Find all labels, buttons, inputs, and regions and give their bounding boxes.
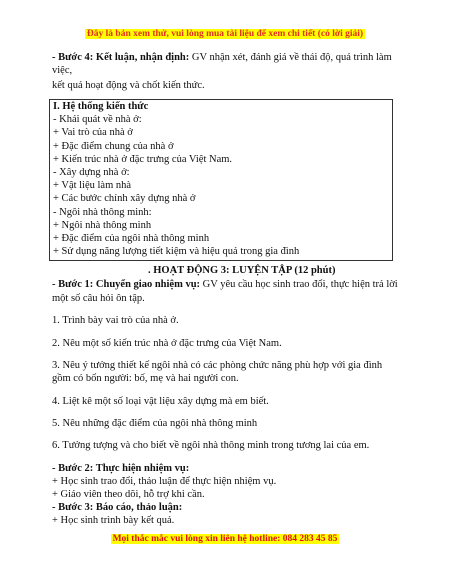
- knowledge-item: + Vật liệu làm nhà: [53, 180, 132, 192]
- step1-label: - Bước 1: Chuyển giao nhiệm vụ:: [52, 279, 201, 290]
- question-3-cont: gồm có bốn người: bố, mẹ và hai người con.: [52, 373, 239, 384]
- step3-label: - Bước 3: Báo cáo, thảo luận:: [52, 502, 183, 513]
- knowledge-item: + Đặc điểm của ngôi nhà thông minh: [53, 233, 210, 245]
- knowledge-item: - Ngôi nhà thông minh:: [53, 206, 152, 218]
- knowledge-item: + Ngôi nhà thông minh: [53, 219, 152, 231]
- step3-item: + Học sinh trình bày kết quả.: [52, 515, 175, 526]
- knowledge-item: + Vai trò của nhà ở: [53, 127, 133, 139]
- knowledge-box: [49, 99, 393, 261]
- knowledge-item: + Sử dụng năng lượng tiết kiệm và hiệu quả trong gia đình: [53, 246, 300, 258]
- question-1: 1. Trình bày vai trò của nhà ở.: [52, 315, 179, 326]
- hotline-banner: Mọi thắc mắc vui lòng xin liên hệ hotline: 084 283 45 85: [112, 534, 338, 544]
- question-6: 6. Tưởng tượng và cho biết về ngôi nhà thông minh trong tương lai của em.: [52, 440, 370, 451]
- question-4: 4. Liệt kê một số loại vật liệu xây dựng mà em biết.: [52, 396, 269, 407]
- question-2: 2. Nêu một số kiến trúc nhà ở đặc trưng của Việt Nam.: [52, 338, 282, 349]
- knowledge-box-title: I. Hệ thống kiến thức: [53, 101, 149, 112]
- step1-text-cont: một số câu hỏi ôn tập.: [52, 293, 145, 304]
- step4-label: - Bước 4: Kết luận, nhận định:: [52, 52, 190, 63]
- step1-text: GV yêu cầu học sinh trao đổi, thực hiện trả lời: [200, 279, 398, 290]
- activity3-heading: . HOẠT ĐỘNG 3: LUYỆN TẬP (12 phút): [148, 265, 336, 276]
- question-5: 5. Nêu những đặc điểm của ngôi nhà thông minh: [52, 418, 258, 429]
- knowledge-item: - Xây dựng nhà ở:: [53, 167, 130, 179]
- preview-banner: Đây là bản xem thử, vui lòng mua tài liệu để xem chi tiết (có lời giải): [86, 29, 364, 39]
- question-3: 3. Nêu ý tưởng thiết kế ngôi nhà có các phòng chức năng phù hợp với gia đình: [52, 360, 383, 371]
- knowledge-item: - Khái quát về nhà ở:: [53, 114, 142, 126]
- knowledge-item: + Các bước chính xây dựng nhà ở: [53, 193, 196, 205]
- step4-text: GV nhận xét, đánh giá về thái độ, quá trình làm việc,: [52, 52, 392, 76]
- step4-text-cont: kết quả hoạt động và chốt kiến thức.: [52, 80, 205, 91]
- step1-paragraph: [52, 278, 402, 291]
- step2-item: + Học sinh trao đổi, thảo luận để thực hiện nhiệm vụ.: [52, 476, 277, 487]
- step2-label: - Bước 2: Thực hiện nhiệm vụ:: [52, 463, 190, 474]
- knowledge-item: + Đặc điểm chung của nhà ở: [53, 140, 174, 152]
- step4-paragraph: [52, 51, 402, 77]
- knowledge-item: + Kiến trúc nhà ở đặc trưng của Việt Nam.: [53, 153, 233, 165]
- step2-item: + Giáo viên theo dõi, hỗ trợ khi cần.: [52, 489, 205, 500]
